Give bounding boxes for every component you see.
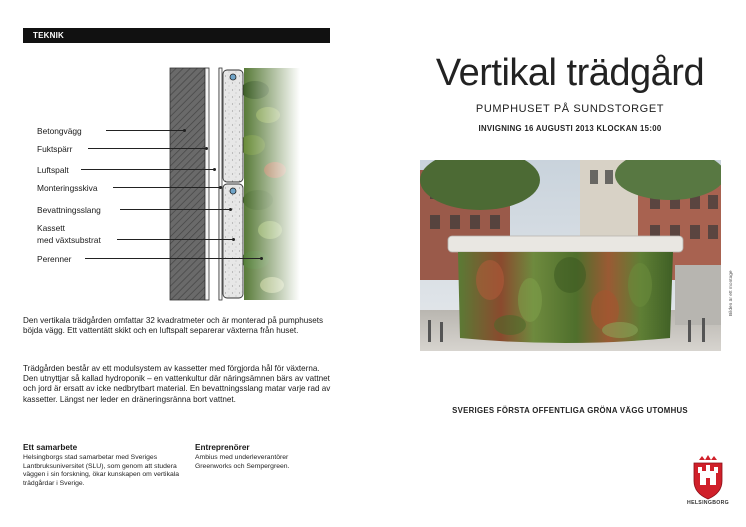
contractors-body: Ambius med underleverantörer Greenworks och Sempergreen. (195, 454, 290, 470)
paragraph-overview: Den vertikala trädgården omfattar 32 kvadratmeter och är monterad på pumphusets böjda vägg. Ett vattentätt skikt och en luftspalt separerar växterna från huset. (23, 316, 324, 336)
leader-irrigation-hose (120, 209, 230, 210)
label-irrigation-hose: Bevattningsslang (37, 205, 101, 215)
leader-concrete-wall (106, 130, 184, 131)
label-concrete-wall: Betongvägg (37, 126, 82, 136)
cassette-upper (223, 70, 243, 182)
label-air-gap: Luftspalt (37, 165, 69, 175)
paragraph-system: Trädgården består av ett modulsystem av kassetter med förgjorda hål för växterna. Den utnyttjar så kallad hydroponik – en vattenkultur där näringsämnen bärs av vattnet och jord är ersatt av icke nedbrytbart material. En bevattningsslang matar varje rad av kassetter. Längst ner leder en dräneringsränna bort vattnet. (23, 364, 331, 404)
inauguration-date: INVIGNING 16 AUGUSTI 2013 KLOCKAN 15:00 (478, 124, 662, 133)
leader-cassette (117, 239, 233, 240)
leader-dot (260, 257, 263, 260)
leader-perennials (85, 258, 261, 259)
helsingborg-crest-logo (690, 455, 726, 503)
logo-text: HELSINGBORG (687, 500, 729, 506)
label-moisture-barrier: Fuktspärr (37, 144, 73, 154)
leader-dot (219, 186, 222, 189)
collaboration-title: Ett samarbete (23, 443, 78, 452)
leader-mounting-board (113, 187, 220, 188)
pump-house-photo (420, 160, 721, 351)
cassette-lower (223, 184, 243, 298)
leader-dot (229, 208, 232, 211)
section-label-bar: TEKNIK (23, 28, 330, 43)
moisture-barrier (205, 68, 209, 300)
mounting-board (219, 68, 222, 300)
contractors-title: Entreprenörer (195, 443, 250, 452)
label-cassette: Kassett (37, 223, 65, 233)
label-cassette-substrate: med växtsubstrat (37, 235, 101, 245)
leader-dot (205, 147, 208, 150)
subtitle: PUMPHUSET PÅ SUNDSTORGET (475, 103, 665, 115)
page-title: Vertikal trädgård (435, 52, 705, 94)
collaboration-body: Helsingborgs stad samarbetar med Sveriges Lantbruksuniversitet (SLU), som genom att studera väggen i sin forskning, ökar kunskapen om vertikala trädgårdar i Sverige. (23, 454, 180, 487)
tagline: SVERIGES FÖRSTA OFFENTLIGA GRÖNA VÄGG UTOMHUS (452, 406, 688, 415)
label-mounting-board: Monteringsskiva (37, 183, 98, 193)
leader-air-gap (81, 169, 214, 170)
irrigation-hose-lower (230, 188, 236, 194)
concrete-wall (170, 68, 205, 300)
perennials-foliage (239, 68, 300, 300)
leader-moisture-barrier (88, 148, 206, 149)
label-perennials: Perenner (37, 254, 72, 264)
irrigation-hose-upper (230, 74, 236, 80)
leader-dot (213, 168, 216, 171)
leader-dot (183, 129, 186, 132)
photo-credit: Bilden är ett montage (729, 270, 734, 316)
leader-dot (232, 238, 235, 241)
